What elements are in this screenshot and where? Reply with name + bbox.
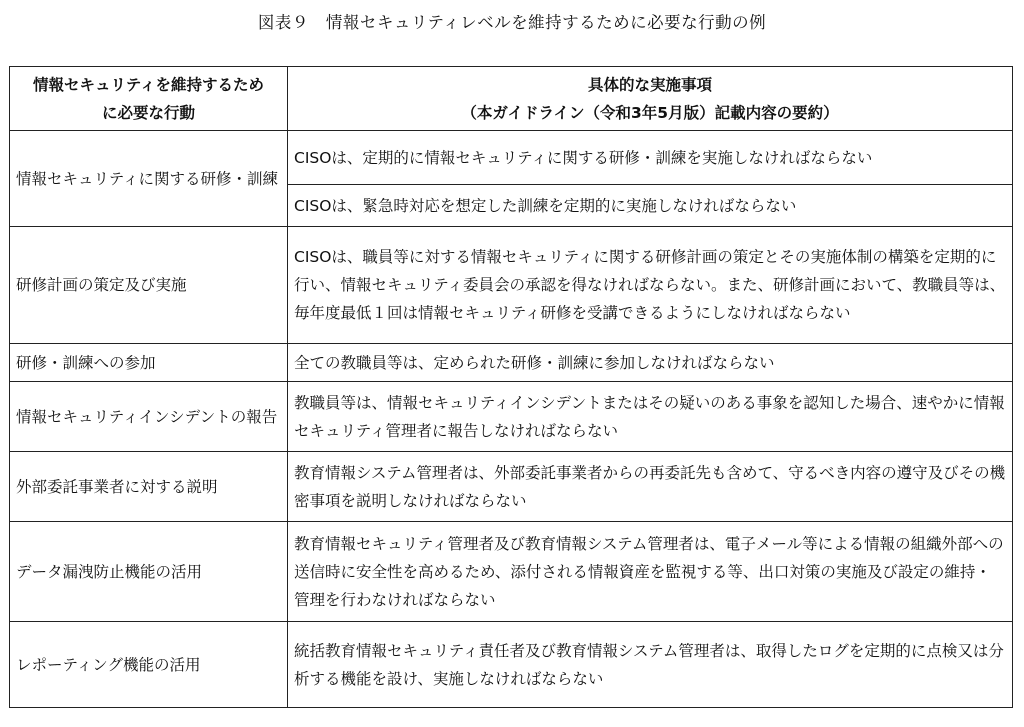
table-row: [10, 344, 1013, 382]
detail-cell: CISOは、定期的に情報セキュリティに関する研修・訓練を実施しなければならない: [288, 131, 1013, 185]
header-detail-line1: 具体的な実施事項: [587, 75, 712, 94]
detail-cell: 教職員等は、情報セキュリティインシデントまたはその疑いのある事象を認知した場合、速やかに情報セキュリティ管理者に報告しなければならない: [288, 382, 1013, 452]
actions-table: [9, 66, 1013, 708]
action-cell: データ漏洩防止機能の活用: [10, 522, 288, 622]
action-cell: 研修・訓練への参加: [10, 344, 288, 382]
header-action: [10, 67, 288, 131]
action-cell: 情報セキュリティに関する研修・訓練: [10, 131, 288, 227]
detail-cell: 全ての教職員等は、定められた研修・訓練に参加しなければならない: [288, 344, 1013, 382]
action-cell: 研修計画の策定及び実施: [10, 227, 288, 344]
detail-cell: CISOは、緊急時対応を想定した訓練を定期的に実施しなければならない: [288, 185, 1013, 227]
header-detail: [288, 67, 1013, 131]
action-cell: レポーティング機能の活用: [10, 622, 288, 708]
detail-cell: 教育情報システム管理者は、外部委託事業者からの再委託先も含めて、守るべき内容の遵守及びその機密事項を説明しなければならない: [288, 452, 1013, 522]
table-row: [10, 131, 1013, 185]
table-header-row: [10, 67, 1013, 131]
action-cell: 外部委託事業者に対する説明: [10, 452, 288, 522]
table-row: [10, 382, 1013, 452]
detail-cell: CISOは、職員等に対する情報セキュリティに関する研修計画の策定とその実施体制の構築を定期的に行い、情報セキュリティ委員会の承認を得なければならない。また、研修計画において、教職員等は、毎年度最低１回は情報セキュリティ研修を受講できるようにしなければならない: [288, 227, 1013, 344]
table-row: [10, 452, 1013, 522]
table-row: [10, 227, 1013, 344]
table-row: [10, 522, 1013, 622]
figure-caption: 図表９ 情報セキュリティレベルを維持するために必要な行動の例: [257, 13, 767, 32]
header-action-line2: に必要な行動: [101, 103, 195, 122]
detail-cell: 統括教育情報セキュリティ責任者及び教育情報システム管理者は、取得したログを定期的に点検又は分析する機能を設け、実施しなければならない: [288, 622, 1013, 708]
table-row: [10, 622, 1013, 708]
header-action-line1: 情報セキュリティを維持するため: [33, 75, 264, 94]
header-detail-line2: （本ガイドライン（令和3年5月版）記載内容の要約）: [461, 103, 839, 122]
action-cell: 情報セキュリティインシデントの報告: [10, 382, 288, 452]
detail-cell: 教育情報セキュリティ管理者及び教育情報システム管理者は、電子メール等による情報の組織外部への送信時に安全性を高めるため、添付される情報資産を監視する等、出口対策の実施及び設定の維持・管理を行わなければならない: [288, 522, 1013, 622]
